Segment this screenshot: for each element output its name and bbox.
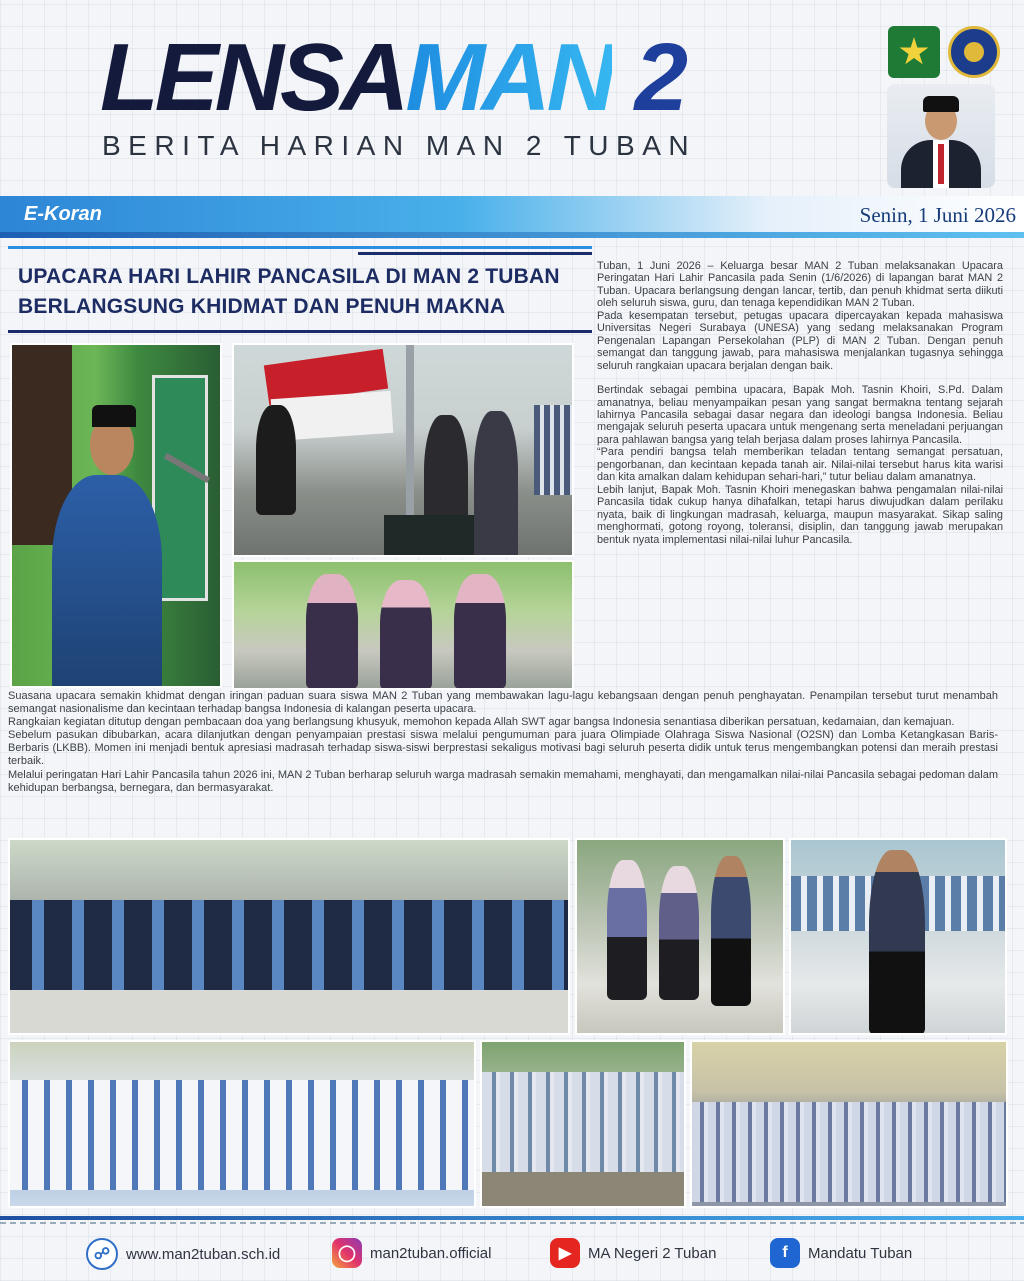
edition-label: E-Koran [24, 203, 102, 225]
head-portrait-photo [887, 84, 995, 188]
article-headline [18, 262, 588, 322]
footer-youtube[interactable] [550, 1238, 716, 1268]
article-paragraph: Melalui peringatan Hari Lahir Pancasila tahun 2026 ini, MAN 2 Tuban berharap seluruh warga madrasah semakin memahami, menghayati, dan mengamalkan nilai-nilai Pancasila sebagai pedoman dalam kehidupan berbangsa, bernegara, dan bermasyarakat. [8, 768, 998, 794]
footer-instagram-label: man2tuban.official [370, 1244, 492, 1262]
edition-date: Senin, 1 Juni 2026 [859, 203, 1016, 227]
photo-award-winners [575, 838, 785, 1035]
article-paragraph: Bertindak sebagai pembina upacara, Bapak Moh. Tasnin Khoiri, S.Pd. Dalam amanatnya, beliau menyampaikan pesan yang sangat bermakna tentang sejarah lahirnya Pancasila sebagai dasar negara dan ideologi bangsa Indonesia. Beliau mengajak seluruh peserta upacara untuk mengenang serta meneladani perjuangan para pahlawan bangsa yang telah berjasa dalam proses lahirnya Pancasila. [597, 384, 1003, 446]
article-paragraph: Pada kesempatan tersebut, petugas upacara dipercayakan kepada mahasiswa Universitas Negeri Surabaya (UNESA) yang sedang melaksanakan Program Pengenalan Lapangan Persekolahan (PLP) di MAN 2 Tuban. Dengan penuh semangat dan tanggung jawab, para mahasiswa menjalankan tugasnya sehingga seluruh rangkaian upacara berjalan dengan baik. [597, 309, 1003, 372]
masthead-tagline: BERITA HARIAN MAN 2 TUBAN [102, 130, 697, 161]
footer-rule [0, 1216, 1024, 1220]
kemenag-emblem-icon [888, 26, 940, 78]
madrasah-emblem-icon [948, 26, 1000, 78]
photo-students-assembly [690, 1040, 1008, 1208]
globe-icon: ☍ [86, 1238, 118, 1270]
footer-dash-rule [0, 1222, 1024, 1224]
footer-facebook[interactable] [770, 1238, 912, 1268]
headline-rule-bottom [8, 330, 592, 333]
footer-website-label: www.man2tuban.sch.id [126, 1245, 281, 1263]
article-body-full [8, 690, 998, 795]
article-quote: “Para pendiri bangsa telah memberikan teladan tentang semangat persatuan, pengorbanan, dan kecintaan kepada tanah air. Nilai-nilai tersebut harus kita warisi dan kita amalkan dalam kehidupan sehari-hari,” tutur beliau dalam amanatnya. [597, 446, 1003, 484]
headline-rule-top [8, 246, 592, 256]
article-paragraph: Suasana upacara semakin khidmat dengan iringan paduan suara siswa MAN 2 Tuban yang membawakan lagu-lagu kebangsaan dengan penuh penghayatan. Penampilan tersebut turut menambah semangat nasionalisme dan kecintaan terhadap bangsa Indonesia di kalangan peserta upacara. [8, 690, 998, 716]
article-body-column [597, 260, 1003, 546]
photo-speaker-microphone [10, 343, 222, 688]
footer-website[interactable] [86, 1238, 280, 1270]
photo-flag-raising [232, 343, 574, 557]
photo-student-rows-white [8, 1040, 476, 1208]
youtube-icon: ▶ [550, 1238, 580, 1268]
edition-bar-strip [0, 232, 1024, 238]
footer-youtube-label: MA Negeri 2 Tuban [588, 1244, 717, 1262]
photo-teachers-rows [8, 838, 570, 1035]
article-paragraph: Rangkaian kegiatan ditutup dengan pembacaan doa yang berlangsung khusyuk, memohon kepada Allah SWT agar bangsa Indonesia senantiasa diberikan persatuan, kedamaian, dan kemajuan. [8, 716, 955, 729]
photo-choir-students [480, 1040, 686, 1208]
article-paragraph: Lebih lanjut, Bapak Moh. Tasnin Khoiri menegaskan bahwa pengamalan nilai-nilai Pancasila tidak cukup hanya dihafalkan, tetapi harus diwujudkan dalam perilaku nyata, baik di lingkungan madrasah, keluarga, maupun masyarakat. Sikap saling menghormati, gotong royong, toleransi, disiplin, dan tanggung jawab merupakan bentuk nyata implementasi nilai-nilai luhur Pancasila. [597, 483, 1003, 546]
footer-facebook-label: Mandatu Tuban [808, 1244, 913, 1262]
article-paragraph: Tuban, 1 Juni 2026 – Keluarga besar MAN 2 Tuban melaksanakan Upacara Peringatan Hari Lahir Pancasila pada Senin (1/6/2026) di lapangan barat MAN 2 Tuban. Upacara berlangsung dengan lancar, tertib, dan penuh khidmat serta diikuti oleh seluruh siswa, guru, dan tenaga kependidikan MAN 2 Tuban. [597, 260, 1003, 310]
photo-student-reporting [789, 838, 1007, 1035]
instagram-icon: ◯ [332, 1238, 362, 1268]
masthead [100, 24, 700, 131]
footer [0, 1232, 1024, 1281]
masthead-logo: LENSAMAN 2 [100, 24, 685, 131]
article-paragraph: Sebelum pasukan dibubarkan, acara dilanjutkan dengan penyampaian prestasi siswa melalui pengumuman para juara Olimpiade Olahraga Siswa Nasional (O2SN) dan Lomba Ketangkasan Baris-Berbaris (LKBB). Momen ini menjadi bentuk apresiasi madrasah terhadap siswa-siswi berprestasi sekaligus motivasi bagi seluruh peserta didik untuk terus mengembangkan potensi dan meraih prestasi terbaik. [8, 729, 998, 768]
headline-line-1: UPACARA HARI LAHIR PANCASILA DI MAN 2 TUBAN [18, 265, 560, 288]
footer-instagram[interactable] [332, 1238, 491, 1268]
photo-ceremony-officers [232, 560, 574, 690]
facebook-icon: f [770, 1238, 800, 1268]
headline-line-2: BERLANGSUNG KHIDMAT DAN PENUH MAKNA [18, 295, 506, 318]
